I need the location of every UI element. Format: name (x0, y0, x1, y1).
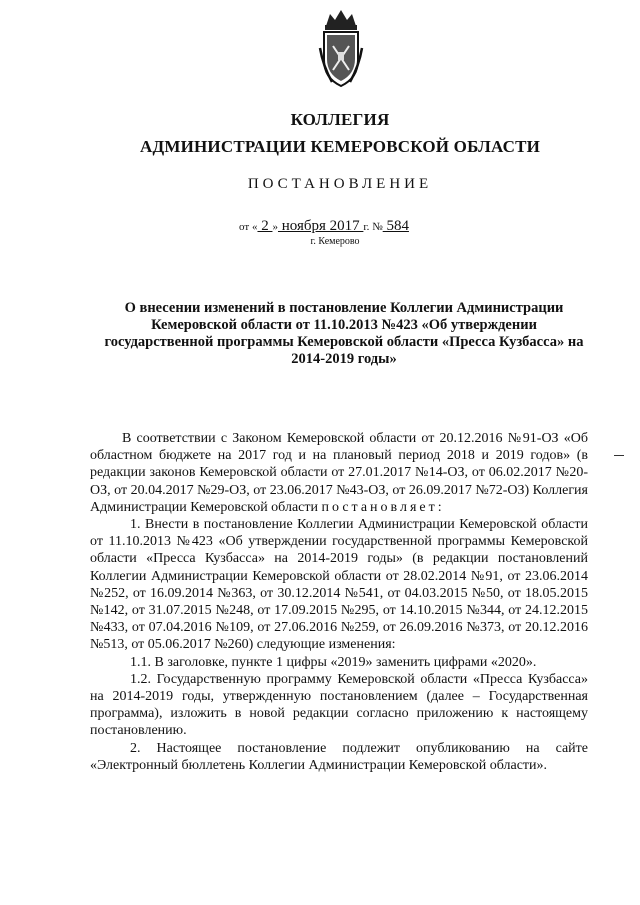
item-1-2: 1.2. Государственную программу Кемеровской области «Пресса Кузбасса» на 2014-2019 годы, утвержденную постановлением (далее – Государственная программа), изложить в новой редакции согласно приложению к настоящему постановлению. (90, 671, 588, 739)
date-close-quote: » (272, 221, 278, 233)
number-label: № (372, 221, 383, 233)
collegium-heading: КОЛЛЕГИЯ (290, 110, 390, 129)
date-line (0, 218, 640, 235)
document-subject: О внесении изменений в постановление Коллегии Администрации Кемеровской области от 11.10.2013 №423 «Об утверждении государственной программы Кемеровской области «Пресса Кузбасса» на 2014-2019 годы» (104, 300, 584, 367)
administration-heading: АДМИНИСТРАЦИИ КЕМЕРОВСКОЙ ОБЛАСТИ (139, 137, 541, 156)
margin-dash (614, 455, 624, 456)
item-2: 2. Настоящее постановление подлежит опубликованию на сайте «Электронный бюллетень Коллегии Администрации Кемеровской области». (90, 740, 588, 773)
document-type: ПОСТАНОВЛЕНИЕ (247, 176, 433, 192)
date-year-suffix: г. (363, 221, 370, 233)
date-day: 2 (257, 218, 273, 234)
item-1: 1. Внести в постановление Коллегии Администрации Кемеровской области от 11.10.2013 №423 «Об утверждении государственной программы Кемеровской области «Пресса Кузбасса» на 2014-2019 годы» (в редакции постановлений Коллегии Администрации Кемеровской области от 28.02.2014 №91, от 23.06.2014 №252, от 16.09.2014 №363, от 30.12.2014 №541, от 04.03.2015 №50, от 18.05.2015 №142, от 31.07.2015 №248, от 17.09.2015 №295, от 14.10.2015 №344, от 24.12.2015 №433, от 07.04.2016 №109, от 27.06.2016 №259, от 26.09.2016 №373, от 20.12.2016 №513, от 05.06.2017 №260) следующие изменения: (90, 517, 588, 653)
intro-paragraph (90, 430, 588, 516)
coat-of-arms-emblem (318, 8, 364, 90)
city: г. Кемерово (310, 236, 360, 247)
document-body (90, 430, 588, 774)
item-1-1: 1.1. В заголовке, пункте 1 цифры «2019» заменить цифрами «2020». (130, 654, 537, 670)
intro-text: В соответствии с Законом Кемеровской области от 20.12.2016 №91-ОЗ «Об областном бюджете на 2017 год и на плановый период 2018 и 2019 годов» (в редакции законов Кемеровской области от 27.01.2017 №14-ОЗ, от 06.02.2017 №20-ОЗ, от 20.04.2017 №29-ОЗ, от 23.06.2017 №43-ОЗ, от 26.09.2017 №72-ОЗ) Коллегия Администрации Кемеровской области (90, 431, 588, 515)
document-number: 584 (382, 218, 409, 234)
date-month-year: ноября 2017 (277, 218, 364, 234)
resolves-word: постановляет: (321, 499, 445, 515)
date-from-label: от « (239, 221, 258, 233)
